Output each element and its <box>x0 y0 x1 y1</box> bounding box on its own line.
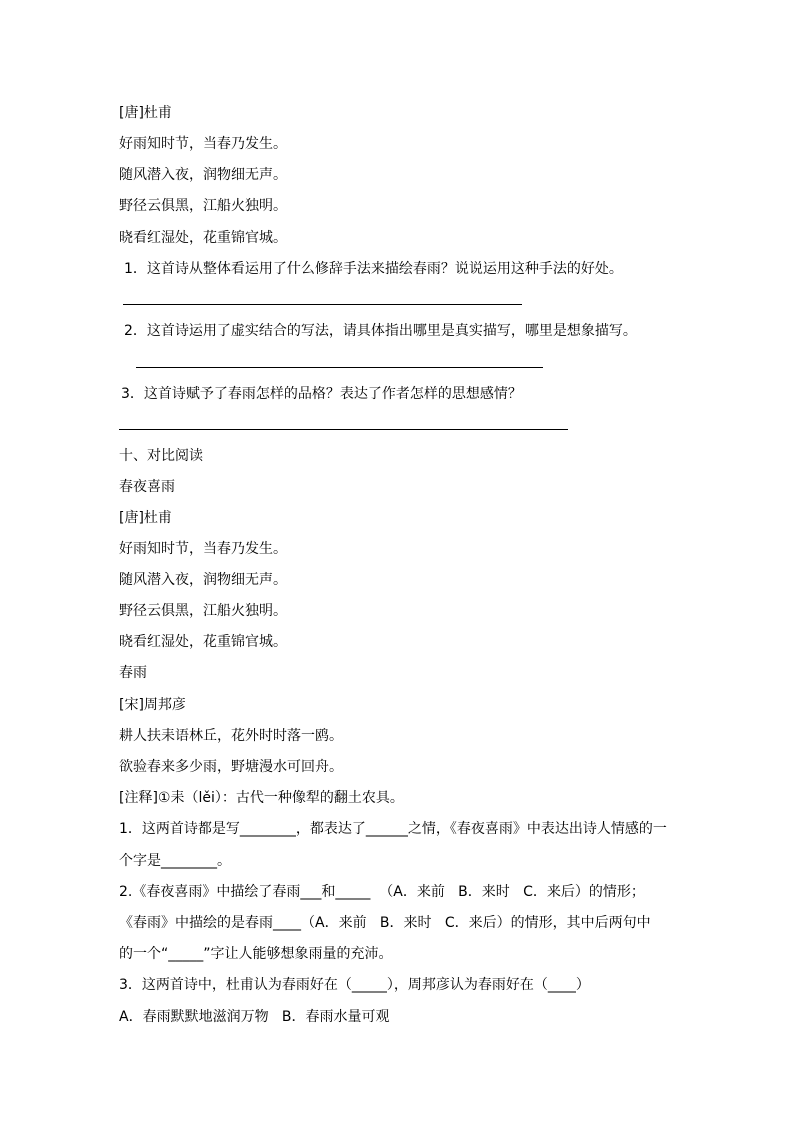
question-1: 1．这首诗从整体看运用了什么修辞手法来描绘春雨？说说运用这种手法的好处。 <box>124 261 623 277</box>
answer-line <box>119 429 568 430</box>
question-2: 2．这首诗运用了虚实结合的写法，请具体指出哪里是真实描写，哪里是想象描写。 <box>124 323 637 339</box>
poem1-author: [唐]杜甫 <box>119 105 172 121</box>
poem-b-author: [宋]周邦彦 <box>119 697 186 713</box>
comparison-question-2-cont: 的一个“_____”字让人能够想象雨量的充沛。 <box>119 946 393 962</box>
poem-a-line: 野径云俱黑，江船火独明。 <box>119 603 287 619</box>
poem1-line: 好雨知时节，当春乃发生。 <box>119 136 287 152</box>
poem-a-line: 好雨知时节，当春乃发生。 <box>119 541 287 557</box>
poem-b-line: 耕人扶耒语林丘，花外时时落一鸥。 <box>119 728 343 744</box>
poem1-line: 晓看红湿处，花重锦官城。 <box>119 230 287 246</box>
poem-a-line: 随风潜入夜，润物细无声。 <box>119 572 287 588</box>
answer-line <box>136 367 543 368</box>
section-heading: 十、对比阅读 <box>119 448 203 464</box>
poem1-line: 野径云俱黑，江船火独明。 <box>119 198 287 214</box>
comparison-question-1: 1．这两首诗都是写________，都表达了______之情，《春夜喜雨》中表达出诗人情感的一 <box>119 821 667 837</box>
question-3: 3．这首诗赋予了春雨怎样的品格？表达了作者怎样的思想感情？ <box>121 386 522 402</box>
comparison-question-3-options: A．春雨默默地滋润万物 B．春雨水量可观 <box>119 1009 390 1025</box>
poem-a-line: 晓看红湿处，花重锦官城。 <box>119 634 287 650</box>
poem-a-author: [唐]杜甫 <box>119 510 172 526</box>
poem1-line: 随风潜入夜，润物细无声。 <box>119 167 287 183</box>
poem-a-title: 春夜喜雨 <box>119 479 175 495</box>
poem-b-title: 春雨 <box>119 665 147 681</box>
answer-line <box>123 304 522 305</box>
comparison-question-1-cont: 个字是________。 <box>119 853 231 869</box>
poem-b-line: 欲验春来多少雨，野塘漫水可回舟。 <box>119 759 343 775</box>
comparison-question-3: 3．这两首诗中，杜甫认为春雨好在（_____），周邦彦认为春雨好在（____） <box>119 977 590 993</box>
comparison-question-2-cont: 《春雨》中描绘的是春雨____（A．来前 B．来时 C．来后）的情形，其中后两句中 <box>119 915 651 931</box>
comparison-question-2: 2.《春夜喜雨》中描绘了春雨___和_____ （A．来前 B．来时 C．来后）的情形； <box>119 884 645 900</box>
annotation-note: [注释]①耒（lěi）：古代一种像犁的翻土农具。 <box>119 790 404 806</box>
